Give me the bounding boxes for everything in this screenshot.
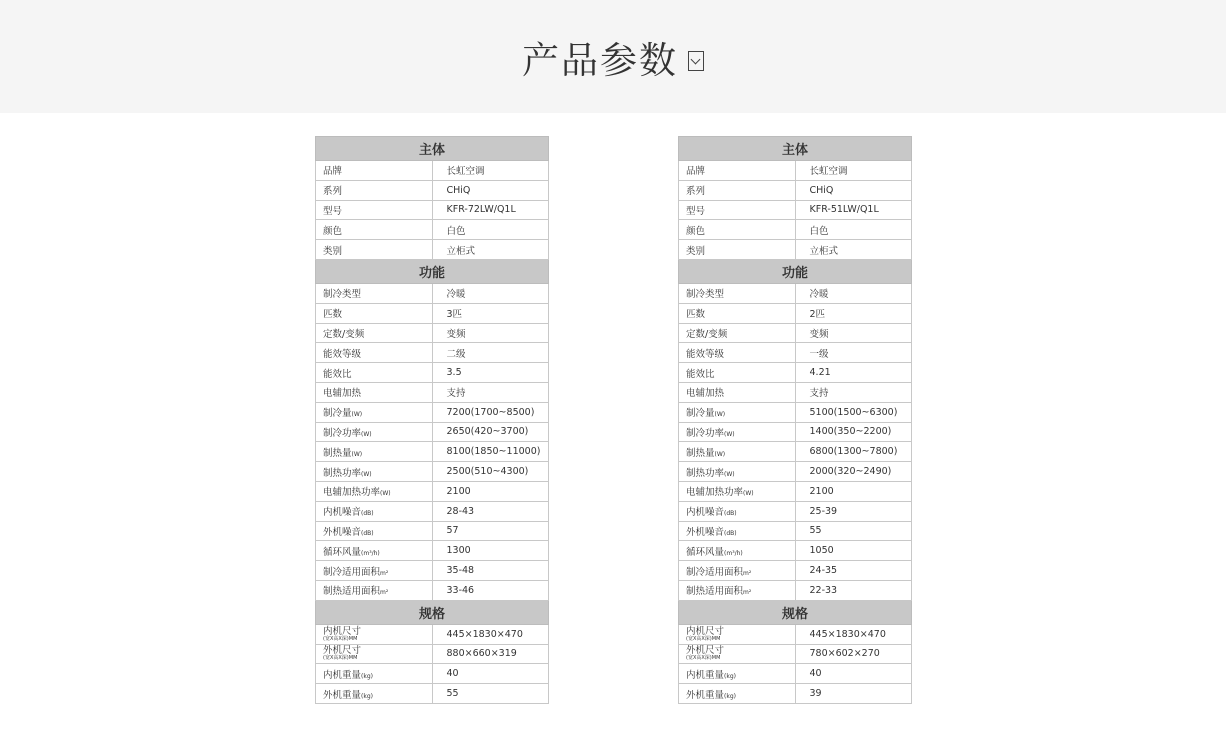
row-value: 1300 xyxy=(432,541,549,561)
section-title: 规格 xyxy=(316,600,549,624)
row-label xyxy=(679,382,796,402)
row-label xyxy=(679,501,796,521)
row-value: CHiQ xyxy=(432,180,549,200)
row-label xyxy=(679,442,796,462)
row-label xyxy=(316,580,433,600)
row-label-text: 能效比 xyxy=(686,368,715,380)
table-row xyxy=(679,180,912,200)
row-unit: (W) xyxy=(724,430,735,438)
table-row xyxy=(316,684,549,704)
row-label-text: 型号 xyxy=(323,205,343,217)
table-row xyxy=(316,422,549,442)
table-row xyxy=(679,323,912,343)
row-label-text: 类别 xyxy=(686,245,706,257)
table-row xyxy=(316,624,549,644)
row-label-text: 内机尺寸 xyxy=(323,625,362,637)
row-value: 一级 xyxy=(795,343,912,363)
row-label-text: 品牌 xyxy=(323,166,343,178)
row-unit: (dB) xyxy=(361,510,374,518)
row-label-text: 制冷量 xyxy=(686,408,715,420)
table-row xyxy=(316,240,549,260)
row-label xyxy=(679,541,796,561)
section-header xyxy=(316,600,549,624)
row-label-text: 内机噪音 xyxy=(323,507,362,519)
row-subtitle: (宽X高X深)MM xyxy=(323,635,358,642)
row-label-text: 内机噪音 xyxy=(686,507,725,519)
row-label xyxy=(316,363,433,383)
row-label-text: 外机噪音 xyxy=(686,526,725,538)
table-row xyxy=(679,422,912,442)
table-row xyxy=(316,561,549,581)
row-value: 22-33 xyxy=(795,580,912,600)
row-label xyxy=(679,220,796,240)
row-unit: (W) xyxy=(743,490,754,498)
row-label xyxy=(679,240,796,260)
row-unit: (W) xyxy=(380,490,391,498)
row-unit: (kg) xyxy=(724,692,736,700)
row-value: 3匹 xyxy=(432,303,549,323)
row-value: 6800(1300~7800) xyxy=(795,442,912,462)
row-label-text: 外机重量 xyxy=(323,689,362,701)
table-row xyxy=(679,624,912,644)
row-label xyxy=(679,422,796,442)
row-label-text: 内机重量 xyxy=(323,669,362,681)
row-label xyxy=(316,541,433,561)
row-value: 55 xyxy=(432,684,549,704)
section-title: 功能 xyxy=(316,259,549,283)
row-label xyxy=(316,501,433,521)
row-label-text: 外机尺寸 xyxy=(686,645,725,657)
row-value: 33-46 xyxy=(432,580,549,600)
row-value: 立柜式 xyxy=(795,240,912,260)
row-label xyxy=(316,422,433,442)
table-row xyxy=(679,481,912,501)
row-value: 二级 xyxy=(432,343,549,363)
section-header xyxy=(316,259,549,283)
row-label xyxy=(316,323,433,343)
row-unit: (W) xyxy=(714,450,726,458)
table-row xyxy=(316,303,549,323)
row-label xyxy=(316,402,433,422)
row-value: 2650(420~3700) xyxy=(432,422,549,442)
row-label-text: 内机尺寸 xyxy=(686,625,725,637)
row-label-text: 定数/变频 xyxy=(686,328,728,340)
table-row xyxy=(316,161,549,181)
row-value: 支持 xyxy=(795,382,912,402)
row-value: 25-39 xyxy=(795,501,912,521)
row-label-text: 制热功率 xyxy=(686,467,725,479)
row-unit: (W) xyxy=(351,411,363,419)
row-label-text: 系列 xyxy=(323,186,343,198)
row-unit: m² xyxy=(743,569,752,577)
row-unit: m² xyxy=(380,589,389,597)
table-row xyxy=(679,684,912,704)
table-row xyxy=(316,521,549,541)
row-subtitle: (宽X高X深)MM xyxy=(323,655,358,662)
row-label-text: 电辅加热 xyxy=(323,388,362,400)
row-label xyxy=(316,303,433,323)
row-unit: (m³/h) xyxy=(361,549,380,557)
row-value: 7200(1700~8500) xyxy=(432,402,549,422)
table-row xyxy=(679,220,912,240)
row-label xyxy=(679,481,796,501)
row-unit: (W) xyxy=(714,411,726,419)
row-label xyxy=(679,644,796,664)
row-value: 变频 xyxy=(432,323,549,343)
table-row xyxy=(316,481,549,501)
row-unit: (m³/h) xyxy=(724,549,743,557)
row-label xyxy=(679,561,796,581)
row-unit: (W) xyxy=(351,450,363,458)
table-row xyxy=(679,644,912,664)
table-row xyxy=(679,442,912,462)
table-row xyxy=(316,200,549,220)
row-label xyxy=(679,161,796,181)
row-value: KFR-51LW/Q1L xyxy=(795,200,912,220)
row-label-text: 循环风量 xyxy=(323,546,362,558)
table-row xyxy=(679,382,912,402)
row-value: 780×602×270 xyxy=(795,644,912,664)
row-label xyxy=(316,382,433,402)
row-label-text: 外机尺寸 xyxy=(323,645,362,657)
row-label xyxy=(316,624,433,644)
section-header xyxy=(679,259,912,283)
row-label-text: 制热量 xyxy=(686,447,715,459)
row-label xyxy=(316,220,433,240)
row-label xyxy=(679,303,796,323)
table-row xyxy=(316,220,549,240)
row-label xyxy=(679,343,796,363)
table-row xyxy=(679,363,912,383)
row-value: 2100 xyxy=(432,481,549,501)
table-row xyxy=(316,664,549,684)
row-label xyxy=(679,580,796,600)
row-label-text: 制冷适用面积 xyxy=(323,566,381,578)
row-value: 55 xyxy=(795,521,912,541)
row-label-text: 品牌 xyxy=(686,166,706,178)
table-row xyxy=(679,521,912,541)
table-row xyxy=(679,161,912,181)
row-unit: (W) xyxy=(724,470,735,478)
table-row xyxy=(679,541,912,561)
section-title: 主体 xyxy=(316,137,549,161)
row-value: 白色 xyxy=(795,220,912,240)
row-label xyxy=(679,323,796,343)
row-value: 支持 xyxy=(432,382,549,402)
row-value: 40 xyxy=(432,664,549,684)
row-subtitle: (宽X高X深)MM xyxy=(686,655,721,662)
row-value: CHiQ xyxy=(795,180,912,200)
row-value: 2500(510~4300) xyxy=(432,462,549,482)
row-value: 立柜式 xyxy=(432,240,549,260)
row-label xyxy=(679,200,796,220)
row-label-text: 定数/变频 xyxy=(323,328,365,340)
row-label xyxy=(316,521,433,541)
table-row xyxy=(316,323,549,343)
row-label-text: 制热量 xyxy=(323,447,352,459)
row-value: 白色 xyxy=(432,220,549,240)
table-row xyxy=(316,283,549,303)
table-row xyxy=(316,462,549,482)
table-row xyxy=(316,501,549,521)
row-label xyxy=(679,521,796,541)
row-label-text: 制热功率 xyxy=(323,467,362,479)
row-value: 2000(320~2490) xyxy=(795,462,912,482)
row-label-text: 匹数 xyxy=(323,309,343,321)
row-label-text: 内机重量 xyxy=(686,669,725,681)
section-title: 主体 xyxy=(679,137,912,161)
row-label-text: 制冷量 xyxy=(323,408,352,420)
row-value: 1400(350~2200) xyxy=(795,422,912,442)
row-label-text: 制冷适用面积 xyxy=(686,566,744,578)
row-value: 445×1830×470 xyxy=(795,624,912,644)
table-row xyxy=(679,343,912,363)
row-label-text: 电辅加热 xyxy=(686,388,725,400)
row-label-text: 制冷类型 xyxy=(323,289,362,301)
table-row xyxy=(679,303,912,323)
row-value: 冷暖 xyxy=(795,283,912,303)
row-label xyxy=(679,283,796,303)
section-header xyxy=(679,137,912,161)
row-label xyxy=(316,644,433,664)
row-label-text: 类别 xyxy=(323,245,343,257)
row-value: 40 xyxy=(795,664,912,684)
table-row xyxy=(316,363,549,383)
section-header xyxy=(679,600,912,624)
table-row xyxy=(679,462,912,482)
row-subtitle: (宽X高X深)MM xyxy=(686,635,721,642)
row-label xyxy=(316,561,433,581)
row-label xyxy=(316,200,433,220)
row-value: 4.21 xyxy=(795,363,912,383)
page-title xyxy=(522,30,704,84)
row-value: 2匹 xyxy=(795,303,912,323)
row-value: 35-48 xyxy=(432,561,549,581)
table-row xyxy=(316,580,549,600)
row-unit: (kg) xyxy=(724,672,736,680)
table-row xyxy=(679,501,912,521)
row-value: 57 xyxy=(432,521,549,541)
row-unit: (kg) xyxy=(361,672,373,680)
row-value: 8100(1850~11000) xyxy=(432,442,549,462)
row-label xyxy=(316,664,433,684)
row-label-text: 匹数 xyxy=(686,309,706,321)
row-label xyxy=(679,462,796,482)
row-value: 冷暖 xyxy=(432,283,549,303)
row-label-text: 制冷功率 xyxy=(686,427,725,439)
row-label-text: 制冷类型 xyxy=(686,289,725,301)
row-value: 5100(1500~6300) xyxy=(795,402,912,422)
row-value: 2100 xyxy=(795,481,912,501)
row-label-text: 制热适用面积 xyxy=(323,586,381,598)
table-row xyxy=(316,541,549,561)
section-title: 规格 xyxy=(679,600,912,624)
row-value: 28-43 xyxy=(432,501,549,521)
row-label-text: 系列 xyxy=(686,186,706,198)
page-header xyxy=(0,0,1226,113)
row-label-text: 外机噪音 xyxy=(323,526,362,538)
row-label-text: 制热适用面积 xyxy=(686,586,744,598)
row-value: 39 xyxy=(795,684,912,704)
row-label-text: 电辅加热功率 xyxy=(323,487,381,499)
table-row xyxy=(316,442,549,462)
row-label xyxy=(679,624,796,644)
chevron-down-icon xyxy=(688,51,704,71)
row-label-text: 能效比 xyxy=(323,368,352,380)
page-title-text: 产品参数 xyxy=(522,38,678,82)
row-unit: (W) xyxy=(361,430,372,438)
row-unit: (W) xyxy=(361,470,372,478)
row-label xyxy=(679,402,796,422)
table-row xyxy=(316,180,549,200)
table-row xyxy=(679,240,912,260)
row-unit: (dB) xyxy=(361,529,374,537)
row-label xyxy=(316,161,433,181)
row-label xyxy=(316,283,433,303)
row-label xyxy=(679,664,796,684)
row-label-text: 能效等级 xyxy=(323,348,362,360)
row-label-text: 外机重量 xyxy=(686,689,725,701)
table-row xyxy=(316,343,549,363)
table-row xyxy=(679,664,912,684)
spec-table-right xyxy=(678,136,912,704)
table-row xyxy=(679,561,912,581)
row-label-text: 颜色 xyxy=(686,225,706,237)
table-row xyxy=(679,402,912,422)
row-value: 变频 xyxy=(795,323,912,343)
row-unit: (dB) xyxy=(724,529,737,537)
row-label-text: 制冷功率 xyxy=(323,427,362,439)
row-label xyxy=(679,180,796,200)
row-value: 880×660×319 xyxy=(432,644,549,664)
row-value: 1050 xyxy=(795,541,912,561)
row-value: KFR-72LW/Q1L xyxy=(432,200,549,220)
row-label xyxy=(316,240,433,260)
table-row xyxy=(679,283,912,303)
row-label xyxy=(316,442,433,462)
section-header xyxy=(316,137,549,161)
row-label-text: 型号 xyxy=(686,205,706,217)
table-row xyxy=(316,402,549,422)
row-value: 长虹空调 xyxy=(795,161,912,181)
table-row xyxy=(679,580,912,600)
row-unit: (kg) xyxy=(361,692,373,700)
row-label-text: 循环风量 xyxy=(686,546,725,558)
row-unit: (dB) xyxy=(724,510,737,518)
row-label-text: 颜色 xyxy=(323,225,343,237)
row-value: 24-35 xyxy=(795,561,912,581)
row-unit: m² xyxy=(743,589,752,597)
row-label xyxy=(316,481,433,501)
table-row xyxy=(679,200,912,220)
row-value: 长虹空调 xyxy=(432,161,549,181)
row-label xyxy=(316,180,433,200)
table-row xyxy=(316,382,549,402)
section-title: 功能 xyxy=(679,259,912,283)
row-value: 3.5 xyxy=(432,363,549,383)
row-label-text: 电辅加热功率 xyxy=(686,487,744,499)
row-label xyxy=(679,684,796,704)
row-label xyxy=(316,462,433,482)
row-label-text: 能效等级 xyxy=(686,348,725,360)
row-value: 445×1830×470 xyxy=(432,624,549,644)
row-label xyxy=(316,684,433,704)
row-label xyxy=(316,343,433,363)
spec-table-left xyxy=(315,136,549,704)
row-unit: m² xyxy=(380,569,389,577)
table-row xyxy=(316,644,549,664)
row-label xyxy=(679,363,796,383)
